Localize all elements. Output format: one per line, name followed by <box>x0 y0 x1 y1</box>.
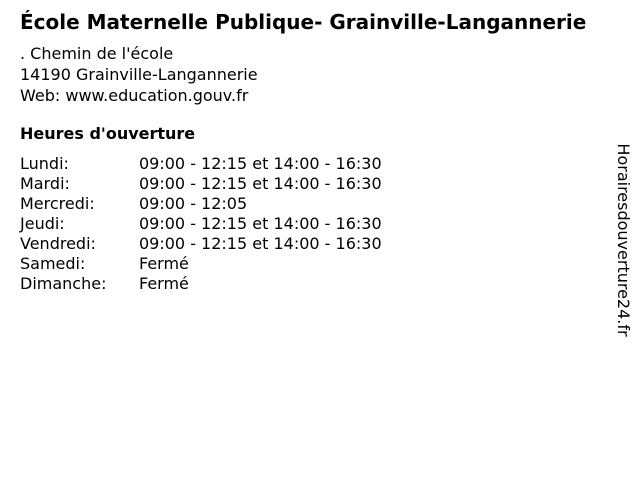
day-label: Mercredi: <box>20 194 95 213</box>
address-street: . Chemin de l'école <box>20 44 174 63</box>
time-value: 09:00 - 12:05 <box>139 194 248 213</box>
time-value: 09:00 - 12:15 et 14:00 - 16:30 <box>139 154 382 173</box>
day-label: Jeudi: <box>20 214 65 233</box>
hours-heading: Heures d'ouverture <box>20 124 196 143</box>
address-web: Web: www.education.gouv.fr <box>20 86 249 105</box>
day-label: Lundi: <box>20 154 69 173</box>
site-watermark: Horairesdouverture24.fr <box>614 143 633 337</box>
address-city: 14190 Grainville-Langannerie <box>20 65 258 84</box>
day-label: Vendredi: <box>20 234 96 253</box>
time-value: Fermé <box>139 274 189 293</box>
time-value: 09:00 - 12:15 et 14:00 - 16:30 <box>139 234 382 253</box>
address-block <box>20 43 258 106</box>
time-value: 09:00 - 12:15 et 14:00 - 16:30 <box>139 174 382 193</box>
day-label: Mardi: <box>20 174 70 193</box>
day-label: Samedi: <box>20 254 86 273</box>
time-value: Fermé <box>139 254 189 273</box>
time-value: 09:00 - 12:15 et 14:00 - 16:30 <box>139 214 382 233</box>
page-title: École Maternelle Publique- Grainville-Langannerie <box>20 10 587 34</box>
day-label: Dimanche: <box>20 274 107 293</box>
